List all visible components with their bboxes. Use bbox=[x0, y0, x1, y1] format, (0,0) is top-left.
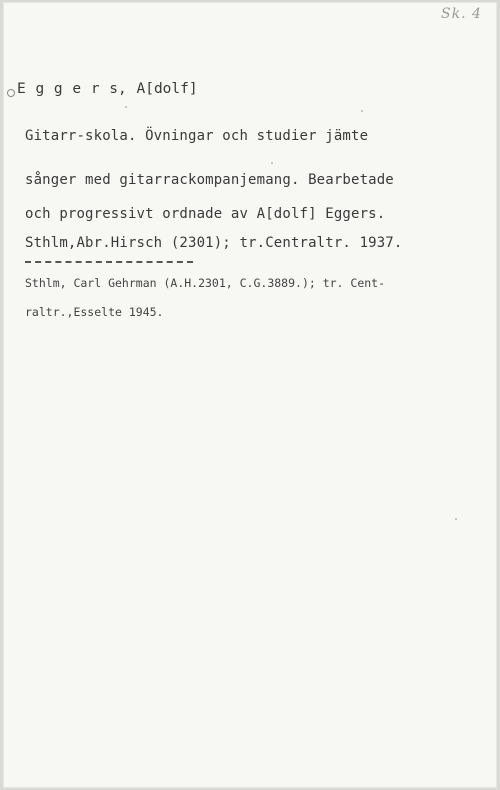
paper-speck bbox=[125, 106, 127, 108]
edition-note-line: raltr.,Esselte 1945. bbox=[25, 305, 164, 319]
description-line: sånger med gitarrackompanjemang. Bearbetade bbox=[25, 172, 394, 188]
description-line: Gitarr-skola. Övningar och studier jämte bbox=[25, 128, 369, 144]
shelfmark-annotation: Sk. 4 bbox=[441, 6, 482, 22]
description-line: Sthlm,Abr.Hirsch (2301); tr.Centraltr. 1937. bbox=[25, 235, 403, 251]
catalog-card bbox=[3, 2, 497, 788]
paper-speck bbox=[361, 110, 363, 112]
punch-hole bbox=[7, 89, 15, 97]
paper-speck bbox=[455, 518, 457, 520]
description-line: och progressivt ordnade av A[dolf] Eggers. bbox=[25, 206, 386, 222]
divider-rule bbox=[25, 261, 193, 263]
author-heading: E g g e r s, A[dolf] bbox=[17, 81, 198, 97]
paper-speck bbox=[271, 162, 273, 164]
edition-note-line: Sthlm, Carl Gehrman (A.H.2301, C.G.3889.); tr. Cent- bbox=[25, 276, 386, 290]
